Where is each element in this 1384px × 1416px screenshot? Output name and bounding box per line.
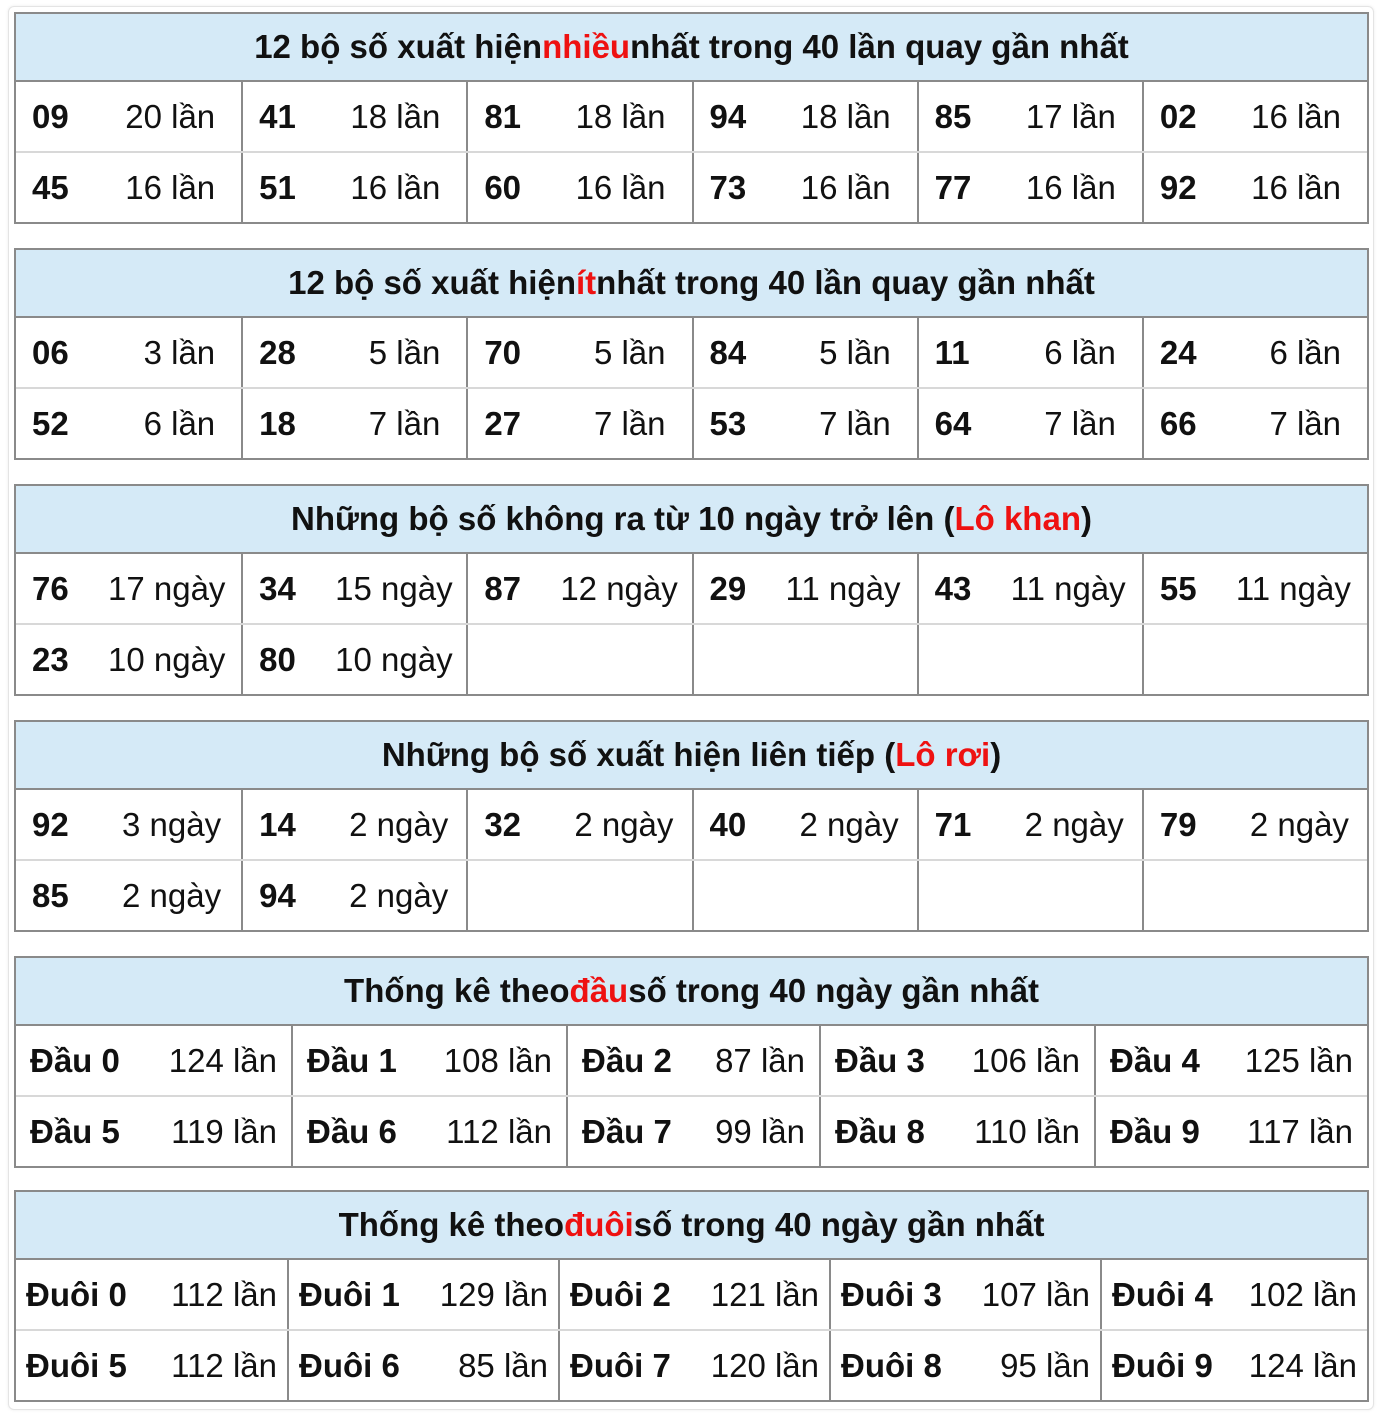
- lotto-number: 27: [484, 404, 522, 442]
- count-value: 16 lần: [350, 168, 441, 206]
- count-value: 124 lần: [168, 1041, 277, 1079]
- empty-cell: [1142, 861, 1367, 930]
- lotto-number: 06: [32, 333, 69, 371]
- stat-cell: [16, 318, 241, 387]
- count-value: 10 ngày: [108, 640, 226, 678]
- tail-label: Đuôi 1: [299, 1275, 400, 1313]
- count-value: 6 lần: [1269, 333, 1342, 371]
- lotto-number: 02: [1159, 97, 1197, 135]
- lotto-number: 64: [934, 404, 972, 442]
- stat-cell: [829, 1331, 1100, 1400]
- stat-cell: [558, 1260, 829, 1329]
- lotto-number: 52: [32, 404, 69, 442]
- count-value: 11 ngày: [1010, 569, 1126, 607]
- tail-label: Đuôi 7: [570, 1346, 671, 1384]
- lotto-number: 71: [934, 805, 972, 843]
- count-value: 7 lần: [593, 404, 666, 442]
- count-value: 3 lần: [143, 333, 216, 371]
- stat-cell: [1142, 153, 1367, 222]
- count-value: 106 lần: [971, 1041, 1080, 1079]
- table-lo-khan: [14, 484, 1369, 696]
- stat-cell: [692, 790, 917, 859]
- stat-cell: [241, 554, 466, 623]
- lotto-number: 11: [934, 333, 970, 371]
- lotto-number: 85: [934, 97, 972, 135]
- empty-cell: [917, 861, 1142, 930]
- stat-cell: [692, 554, 917, 623]
- stat-cell: [16, 1260, 287, 1329]
- stat-cell: [466, 153, 691, 222]
- tail-label: Đuôi 4: [1112, 1275, 1213, 1313]
- count-value: 16 lần: [575, 168, 666, 206]
- title-text: Những bộ số xuất hiện liên tiếp (: [381, 736, 896, 773]
- count-value: 6 lần: [1044, 333, 1116, 371]
- stat-cell: [917, 389, 1142, 458]
- stat-cell: [241, 625, 466, 694]
- stat-cell: [692, 318, 917, 387]
- head-label: Đầu 1: [307, 1041, 397, 1079]
- table-row: [16, 554, 1367, 623]
- stat-cell: [241, 318, 466, 387]
- count-value: 17 lần: [1025, 97, 1116, 135]
- count-value: 7 lần: [368, 404, 441, 442]
- stat-cell: [1142, 318, 1367, 387]
- section-title: [16, 486, 1367, 554]
- count-value: 15 ngày: [335, 569, 453, 607]
- count-value: 112 lần: [171, 1346, 277, 1384]
- table-row: [16, 1026, 1367, 1095]
- section-title: [16, 1192, 1367, 1260]
- head-label: Đầu 2: [582, 1041, 672, 1079]
- tail-label: Đuôi 9: [1112, 1346, 1213, 1384]
- lotto-number: 81: [484, 97, 522, 135]
- stat-cell: [16, 82, 241, 151]
- count-value: 2 ngày: [349, 876, 449, 914]
- stat-cell: [16, 554, 241, 623]
- lotto-number: 51: [259, 168, 296, 206]
- stat-cell: [16, 861, 241, 930]
- table-row: [16, 318, 1367, 387]
- stat-cell: [566, 1097, 819, 1166]
- lotto-number: 80: [259, 640, 296, 678]
- stat-cell: [917, 790, 1142, 859]
- tail-label: Đuôi 8: [841, 1346, 942, 1384]
- stat-cell: [466, 82, 691, 151]
- lotto-number: 87: [484, 569, 522, 607]
- table-row: [16, 1095, 1367, 1166]
- tail-label: Đuôi 0: [26, 1275, 127, 1313]
- empty-cell: [466, 625, 691, 694]
- table-least-frequent: [14, 248, 1369, 460]
- tail-label: Đuôi 5: [26, 1346, 127, 1384]
- stat-cell: [16, 790, 241, 859]
- lotto-number: 45: [32, 168, 69, 206]
- stat-cell: [1100, 1260, 1367, 1329]
- count-value: 119 lần: [171, 1112, 277, 1150]
- stat-cell: [1142, 554, 1367, 623]
- stat-cell: [287, 1331, 558, 1400]
- stat-cell: [692, 389, 917, 458]
- count-value: 7 lần: [1044, 404, 1116, 442]
- lotto-number: 76: [32, 569, 69, 607]
- lotto-number: 55: [1159, 569, 1197, 607]
- title-highlight: nhiều: [542, 28, 631, 65]
- stat-cell: [566, 1026, 819, 1095]
- table-row: [16, 623, 1367, 694]
- title-highlight: ít: [576, 264, 597, 301]
- count-value: 18 lần: [800, 97, 891, 135]
- count-value: 2 ngày: [349, 805, 449, 843]
- head-label: Đầu 9: [1110, 1112, 1200, 1150]
- head-label: Đầu 5: [30, 1112, 120, 1150]
- head-label: Đầu 3: [835, 1041, 925, 1079]
- stat-cell: [819, 1026, 1094, 1095]
- stat-cell: [466, 389, 691, 458]
- lotto-number: 40: [709, 805, 747, 843]
- stat-cell: [819, 1097, 1094, 1166]
- count-value: 16 lần: [1025, 168, 1116, 206]
- stat-cell: [241, 82, 466, 151]
- table-duoi-stats: [14, 1190, 1369, 1402]
- title-text: nhất trong 40 lần quay gần nhất: [596, 264, 1095, 301]
- table-row: [16, 151, 1367, 222]
- count-value: 18 lần: [575, 97, 666, 135]
- count-value: 18 lần: [350, 97, 441, 135]
- lotto-number: 41: [259, 97, 296, 135]
- lotto-number: 70: [484, 333, 522, 371]
- stat-cell: [1142, 389, 1367, 458]
- title-text: Thống kê theo: [338, 1206, 565, 1243]
- count-value: 102 lần: [1248, 1275, 1357, 1313]
- count-value: 16 lần: [1251, 168, 1342, 206]
- count-value: 95 lần: [1000, 1346, 1090, 1384]
- count-value: 107 lần: [981, 1275, 1090, 1313]
- count-value: 112 lần: [446, 1112, 552, 1150]
- title-text: 12 bộ số xuất hiện: [254, 28, 543, 65]
- count-value: 6 lần: [143, 404, 216, 442]
- count-value: 16 lần: [800, 168, 891, 206]
- stat-cell: [466, 790, 691, 859]
- empty-cell: [466, 861, 691, 930]
- count-value: 5 lần: [819, 333, 891, 371]
- stat-cell: [291, 1097, 566, 1166]
- title-text: 12 bộ số xuất hiện: [288, 264, 576, 301]
- count-value: 112 lần: [171, 1275, 277, 1313]
- lotto-number: 92: [1159, 168, 1197, 206]
- head-label: Đầu 4: [1110, 1041, 1200, 1079]
- count-value: 2 ngày: [574, 805, 674, 843]
- lotto-number: 43: [934, 569, 972, 607]
- title-highlight: đuôi: [564, 1206, 634, 1243]
- count-value: 10 ngày: [335, 640, 453, 678]
- lotto-number: 28: [259, 333, 296, 371]
- stat-cell: [692, 153, 917, 222]
- count-value: 2 ngày: [799, 805, 899, 843]
- head-label: Đầu 6: [307, 1112, 397, 1150]
- lotto-number: 23: [32, 640, 69, 678]
- stat-cell: [1094, 1097, 1367, 1166]
- empty-cell: [692, 861, 917, 930]
- stat-cell: [16, 1331, 287, 1400]
- lotto-number: 79: [1159, 805, 1197, 843]
- count-value: 2 ngày: [122, 876, 222, 914]
- stat-cell: [1100, 1331, 1367, 1400]
- lotto-number: 14: [259, 805, 296, 843]
- count-value: 117 lần: [1247, 1112, 1353, 1150]
- head-label: Đầu 0: [30, 1041, 120, 1079]
- count-value: 99 lần: [715, 1112, 805, 1150]
- count-value: 120 lần: [710, 1346, 819, 1384]
- empty-cell: [1142, 625, 1367, 694]
- empty-cell: [692, 625, 917, 694]
- lotto-number: 32: [484, 805, 522, 843]
- table-row: [16, 82, 1367, 151]
- count-value: 7 lần: [819, 404, 891, 442]
- lotto-number: 77: [934, 168, 972, 206]
- count-value: 20 lần: [125, 97, 216, 135]
- count-value: 12 ngày: [560, 569, 678, 607]
- tail-label: Đuôi 6: [299, 1346, 400, 1384]
- count-value: 129 lần: [439, 1275, 548, 1313]
- stat-cell: [287, 1260, 558, 1329]
- stat-cell: [291, 1026, 566, 1095]
- title-highlight: Lô khan: [954, 500, 1081, 537]
- stat-cell: [917, 82, 1142, 151]
- table-row: [16, 1260, 1367, 1329]
- section-title: [16, 250, 1367, 318]
- stat-cell: [466, 318, 691, 387]
- title-text: ): [1080, 500, 1092, 537]
- lotto-number: 34: [259, 569, 296, 607]
- lotto-number: 66: [1159, 404, 1197, 442]
- section-title: [16, 722, 1367, 790]
- count-value: 87 lần: [715, 1041, 805, 1079]
- lotto-number: 94: [259, 876, 296, 914]
- stat-cell: [917, 554, 1142, 623]
- count-value: 110 lần: [974, 1112, 1080, 1150]
- count-value: 3 ngày: [122, 805, 222, 843]
- title-text: nhất trong 40 lần quay gần nhất: [630, 28, 1129, 65]
- head-label: Đầu 8: [835, 1112, 925, 1150]
- section-title: [16, 14, 1367, 82]
- stat-cell: [829, 1260, 1100, 1329]
- count-value: 2 ngày: [1249, 805, 1349, 843]
- stat-cell: [917, 153, 1142, 222]
- tail-label: Đuôi 3: [841, 1275, 942, 1313]
- count-value: 11 ngày: [785, 569, 901, 607]
- count-value: 16 lần: [1251, 97, 1342, 135]
- lotto-number: 09: [32, 97, 69, 135]
- stat-cell: [466, 554, 691, 623]
- count-value: 108 lần: [443, 1041, 552, 1079]
- stat-cell: [16, 153, 241, 222]
- lotto-number: 29: [709, 569, 747, 607]
- count-value: 11 ngày: [1235, 569, 1351, 607]
- title-highlight: Lô rơi: [895, 736, 991, 773]
- count-value: 124 lần: [1248, 1346, 1357, 1384]
- lotto-number: 94: [709, 97, 747, 135]
- title-highlight: đầu: [569, 972, 629, 1009]
- empty-cell: [917, 625, 1142, 694]
- stat-cell: [692, 82, 917, 151]
- table-lo-roi: [14, 720, 1369, 932]
- lotto-number: 18: [259, 404, 296, 442]
- table-row: [16, 1329, 1367, 1400]
- stat-cell: [558, 1331, 829, 1400]
- stat-cell: [917, 318, 1142, 387]
- title-text: Thống kê theo: [344, 972, 570, 1009]
- lotto-number: 24: [1159, 333, 1197, 371]
- stat-cell: [16, 625, 241, 694]
- count-value: 17 ngày: [108, 569, 226, 607]
- count-value: 2 ngày: [1024, 805, 1124, 843]
- count-value: 7 lần: [1269, 404, 1342, 442]
- table-most-frequent: [14, 12, 1369, 224]
- head-label: Đầu 7: [582, 1112, 672, 1150]
- stat-cell: [1142, 82, 1367, 151]
- stat-cell: [16, 389, 241, 458]
- stat-cell: [241, 389, 466, 458]
- table-row: [16, 387, 1367, 458]
- count-value: 5 lần: [368, 333, 441, 371]
- stat-cell: [16, 1026, 291, 1095]
- lotto-number: 60: [484, 168, 522, 206]
- stat-cell: [1142, 790, 1367, 859]
- section-title: [16, 958, 1367, 1026]
- lotto-number: 73: [709, 168, 747, 206]
- stat-cell: [241, 790, 466, 859]
- table-row: [16, 859, 1367, 930]
- count-value: 16 lần: [125, 168, 216, 206]
- count-value: 121 lần: [710, 1275, 819, 1313]
- stat-cell: [241, 861, 466, 930]
- count-value: 85 lần: [458, 1346, 548, 1384]
- title-text: ): [990, 736, 1002, 773]
- table-dau-stats: [14, 956, 1369, 1168]
- title-text: số trong 40 ngày gần nhất: [628, 972, 1039, 1009]
- stat-cell: [1094, 1026, 1367, 1095]
- tail-label: Đuôi 2: [570, 1275, 671, 1313]
- lotto-number: 92: [32, 805, 69, 843]
- stat-cell: [16, 1097, 291, 1166]
- lotto-number: 84: [709, 333, 747, 371]
- title-text: số trong 40 ngày gần nhất: [633, 1206, 1045, 1243]
- count-value: 125 lần: [1244, 1041, 1353, 1079]
- lotto-number: 53: [709, 404, 747, 442]
- table-row: [16, 790, 1367, 859]
- stat-cell: [241, 153, 466, 222]
- count-value: 5 lần: [593, 333, 666, 371]
- lotto-number: 85: [32, 876, 69, 914]
- title-text: Những bộ số không ra từ 10 ngày trở lên (: [291, 500, 955, 537]
